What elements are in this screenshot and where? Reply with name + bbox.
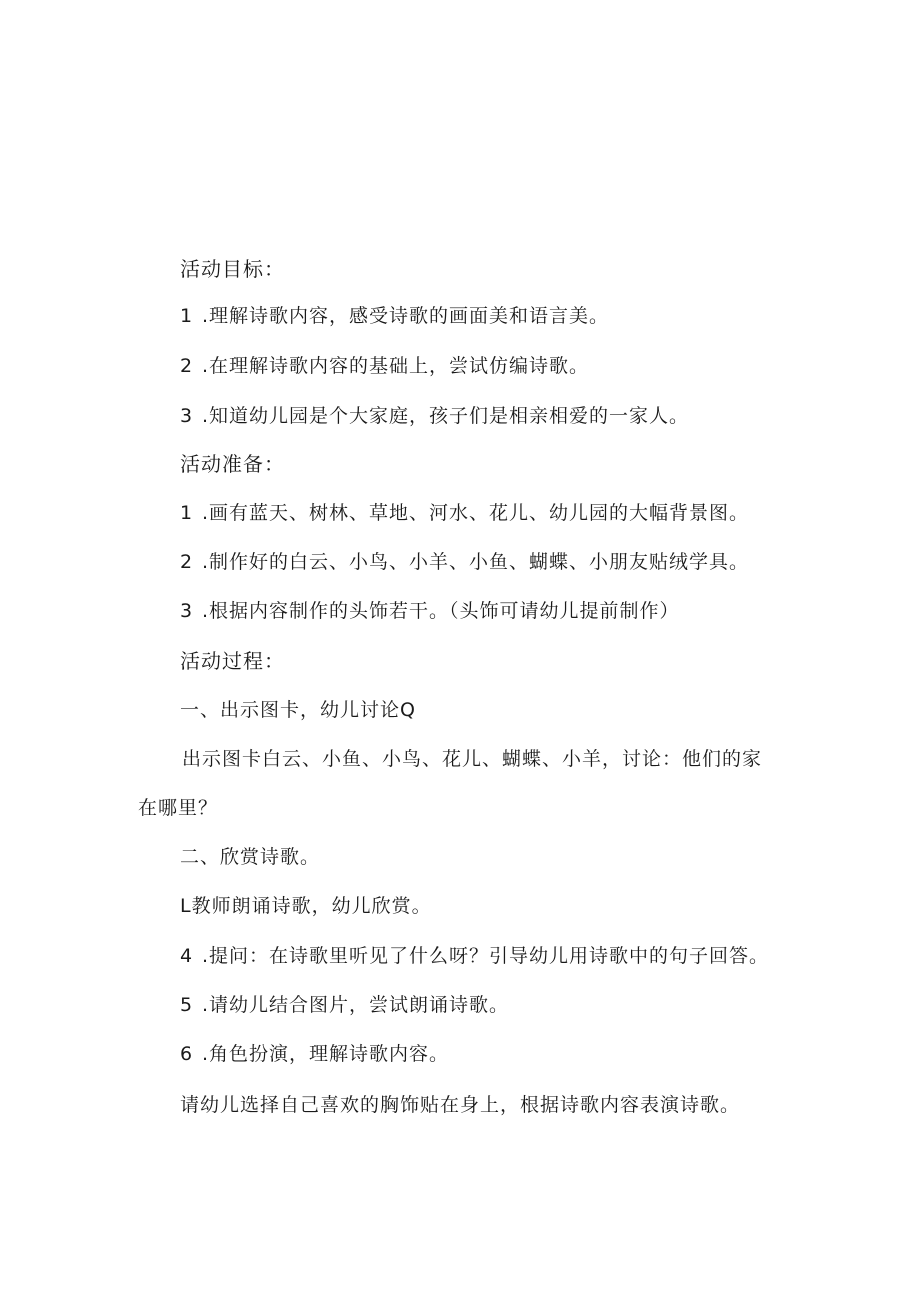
goal-item-3 — [180, 403, 689, 429]
preparation-item-text: .制作好的白云、小鸟、小羊、小鱼、蝴蝶、小朋友贴绒学具。 — [202, 551, 750, 573]
goal-item-number: 1 — [180, 305, 194, 327]
preparation-item-number: 1 — [180, 502, 194, 524]
section-1-paragraph-line-1: 出示图卡白云、小鱼、小鸟、花儿、蝴蝶、小羊，讨论：他们的家 — [182, 748, 763, 770]
preparation-item-number: 3 — [180, 600, 194, 622]
section-2-title: 二、欣赏诗歌。 — [180, 846, 321, 868]
goals-heading: 活动目标： — [180, 257, 285, 281]
step-item-number: 5 — [180, 994, 194, 1016]
goal-item-text: .在理解诗歌内容的基础上，尝试仿编诗歌。 — [202, 355, 590, 377]
step-l: L教师朗诵诗歌，幼儿欣赏。 — [180, 895, 432, 917]
preparation-item-number: 2 — [180, 551, 194, 573]
goal-item-text: .理解诗歌内容，感受诗歌的画面美和语言美。 — [202, 305, 610, 327]
preparation-heading: 活动准备： — [180, 452, 285, 476]
preparation-item-1 — [180, 500, 749, 526]
step-item-4 — [180, 943, 769, 969]
step-item-5 — [180, 992, 509, 1018]
step-item-number: 6 — [180, 1043, 194, 1065]
goal-item-number: 2 — [180, 355, 194, 377]
step-item-number: 4 — [180, 945, 194, 967]
goal-item-2 — [180, 353, 589, 379]
preparation-item-text: .画有蓝天、树林、草地、河水、花儿、幼儿园的大幅背景图。 — [202, 502, 750, 524]
step-item-text: .角色扮演，理解诗歌内容。 — [202, 1043, 450, 1065]
goal-item-1 — [180, 303, 609, 329]
preparation-item-text: .根据内容制作的头饰若干。（头饰可请幼儿提前制作） — [202, 600, 680, 622]
step-item-text: .请幼儿结合图片，尝试朗诵诗歌。 — [202, 994, 510, 1016]
goal-item-text: .知道幼儿园是个大家庭，孩子们是相亲相爱的一家人。 — [202, 405, 690, 427]
closing-paragraph: 请幼儿选择自己喜欢的胸饰贴在身上，根据诗歌内容表演诗歌。 — [180, 1094, 741, 1116]
preparation-item-2 — [180, 549, 749, 575]
preparation-item-3 — [180, 598, 680, 624]
step-item-text: .提问：在诗歌里听见了什么呀？引导幼儿用诗歌中的句子回答。 — [202, 945, 770, 967]
step-item-6 — [180, 1041, 449, 1067]
process-heading: 活动过程： — [180, 649, 285, 673]
goal-item-number: 3 — [180, 405, 194, 427]
section-1-title: 一、出示图卡，幼儿讨论Q — [180, 699, 416, 721]
section-1-paragraph-line-2: 在哪里？ — [138, 797, 219, 819]
